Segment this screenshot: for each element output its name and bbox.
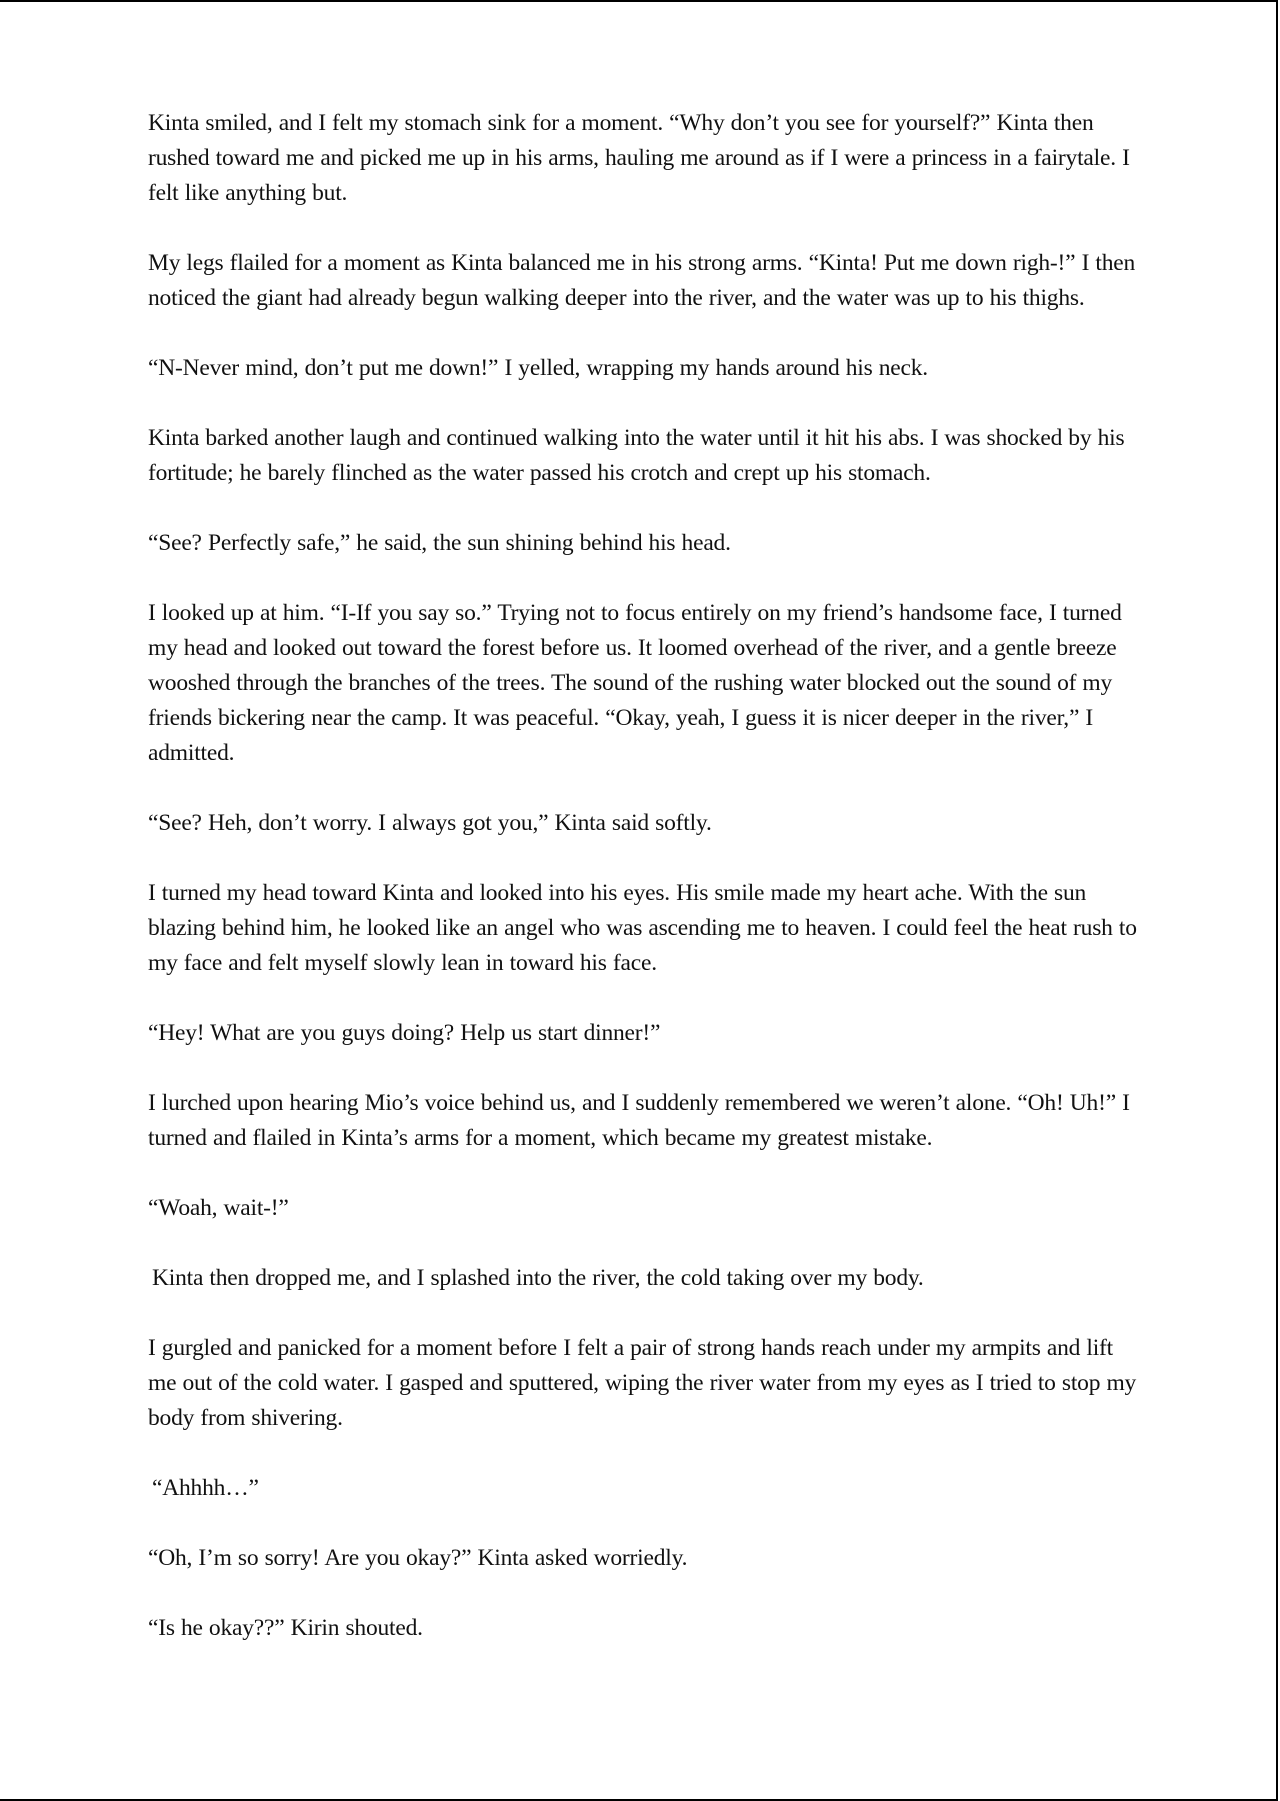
paragraph: Kinta smiled, and I felt my stomach sink for a moment. “Why don’t you see for yourself?” Kinta then rushed toward me and picked me up in his arms, hauling me around as if I were a princess in a fairytale. I felt like anything but. xyxy=(148,110,1130,206)
paragraph: “See? Heh, don’t worry. I always got you,” Kinta said softly. xyxy=(148,810,712,836)
paragraph: “See? Perfectly safe,” he said, the sun shining behind his head. xyxy=(148,530,731,556)
paragraph: I lurched upon hearing Mio’s voice behind us, and I suddenly remembered we weren’t alone. “Oh! Uh!” I turned and flailed in Kinta’s arms for a moment, which became my greatest mistake. xyxy=(148,1090,1130,1151)
document-body xyxy=(148,106,1138,1681)
paragraph: Kinta then dropped me, and I splashed into the river, the cold taking over my body. xyxy=(152,1265,924,1291)
paragraph: “Ahhhh…” xyxy=(152,1475,259,1501)
paragraph: “Is he okay??” Kirin shouted. xyxy=(148,1615,423,1641)
paragraph: “Oh, I’m so sorry! Are you okay?” Kinta asked worriedly. xyxy=(148,1545,688,1571)
paragraph: Kinta barked another laugh and continued walking into the water until it hit his abs. I was shocked by his fortitude; he barely flinched as the water passed his crotch and crept up his stomach. xyxy=(148,425,1125,486)
paragraph: I looked up at him. “I-If you say so.” Trying not to focus entirely on my friend’s handsome face, I turned my head and looked out toward the forest before us. It loomed overhead of the river, and a gentle breeze wooshed through the branches of the trees. The sound of the rushing water blocked out the sound of my friends bickering near the camp. It was peaceful. “Okay, yeah, I guess it is nicer deeper in the river,” I admitted. xyxy=(148,600,1122,766)
paragraph: My legs flailed for a moment as Kinta balanced me in his strong arms. “Kinta! Put me down righ-!” I then noticed the giant had already begun walking deeper into the river, and the water was up to his thighs. xyxy=(148,250,1136,311)
paragraph: “Woah, wait-!” xyxy=(148,1195,289,1221)
paragraph: I gurgled and panicked for a moment before I felt a pair of strong hands reach under my armpits and lift me out of the cold water. I gasped and sputtered, wiping the river water from my eyes as I tried to stop my body from shivering. xyxy=(148,1335,1137,1431)
paragraph: “Hey! What are you guys doing? Help us start dinner!” xyxy=(148,1020,661,1046)
paragraph: I turned my head toward Kinta and looked into his eyes. His smile made my heart ache. With the sun blazing behind him, he looked like an angel who was ascending me to heaven. I could feel the heat rush to my face and felt myself slowly lean in toward his face. xyxy=(148,880,1137,976)
paragraph: “N-Never mind, don’t put me down!” I yelled, wrapping my hands around his neck. xyxy=(148,355,928,381)
